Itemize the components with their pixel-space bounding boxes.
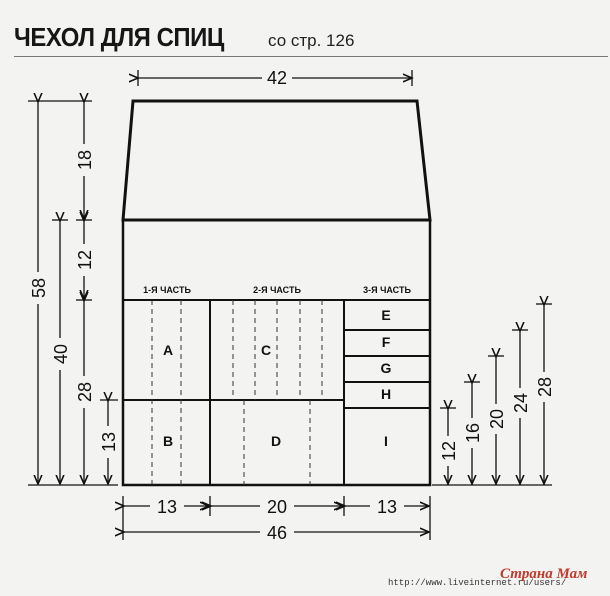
pocket-c-label: C xyxy=(260,342,272,358)
pocket-d-label: D xyxy=(270,433,282,449)
pocket-h-label: H xyxy=(380,386,392,402)
part-2-label: 2-Я ЧАСТЬ xyxy=(253,285,301,295)
dim-r12-label: 12 xyxy=(439,440,459,462)
pocket-g-label: G xyxy=(380,360,392,376)
pocket-i-label: I xyxy=(384,433,388,449)
stitch-lines xyxy=(152,300,322,485)
pocket-b-label: B xyxy=(162,433,174,449)
dim-top-label: 42 xyxy=(266,68,288,88)
dim-pockets-label: 28 xyxy=(75,381,95,403)
pocket-e-label: E xyxy=(381,307,391,323)
dim-lower-label: 13 xyxy=(99,431,119,453)
dim-bottom-label: 46 xyxy=(266,523,288,543)
site-logo: Страна Мам xyxy=(500,566,588,582)
part-1-label: 1-Я ЧАСТЬ xyxy=(143,285,191,295)
dim-seg1-label: 13 xyxy=(156,497,178,517)
dim-r20-label: 20 xyxy=(487,408,507,430)
top-flap-outline xyxy=(123,101,430,220)
part-3-label: 3-Я ЧАСТЬ xyxy=(363,285,411,295)
dim-r16-label: 16 xyxy=(463,422,483,444)
pocket-f-label: F xyxy=(381,334,391,350)
page-title: ЧЕХОЛ ДЛЯ СПИЦ xyxy=(14,22,224,52)
dim-total-label: 58 xyxy=(29,277,49,299)
pocket-a-label: A xyxy=(162,342,174,358)
dim-middle-label: 12 xyxy=(75,249,95,271)
dim-flap-label: 18 xyxy=(75,149,95,171)
dim-body-label: 40 xyxy=(51,343,71,365)
footer-url: http://www.liveinternet.ru/users/ xyxy=(388,578,567,588)
dim-seg2-label: 20 xyxy=(266,497,288,517)
dim-seg3-label: 13 xyxy=(376,497,398,517)
dim-r24-label: 24 xyxy=(511,392,531,414)
page-reference: со стр. 126 xyxy=(268,31,355,50)
dim-r28-label: 28 xyxy=(535,376,555,398)
